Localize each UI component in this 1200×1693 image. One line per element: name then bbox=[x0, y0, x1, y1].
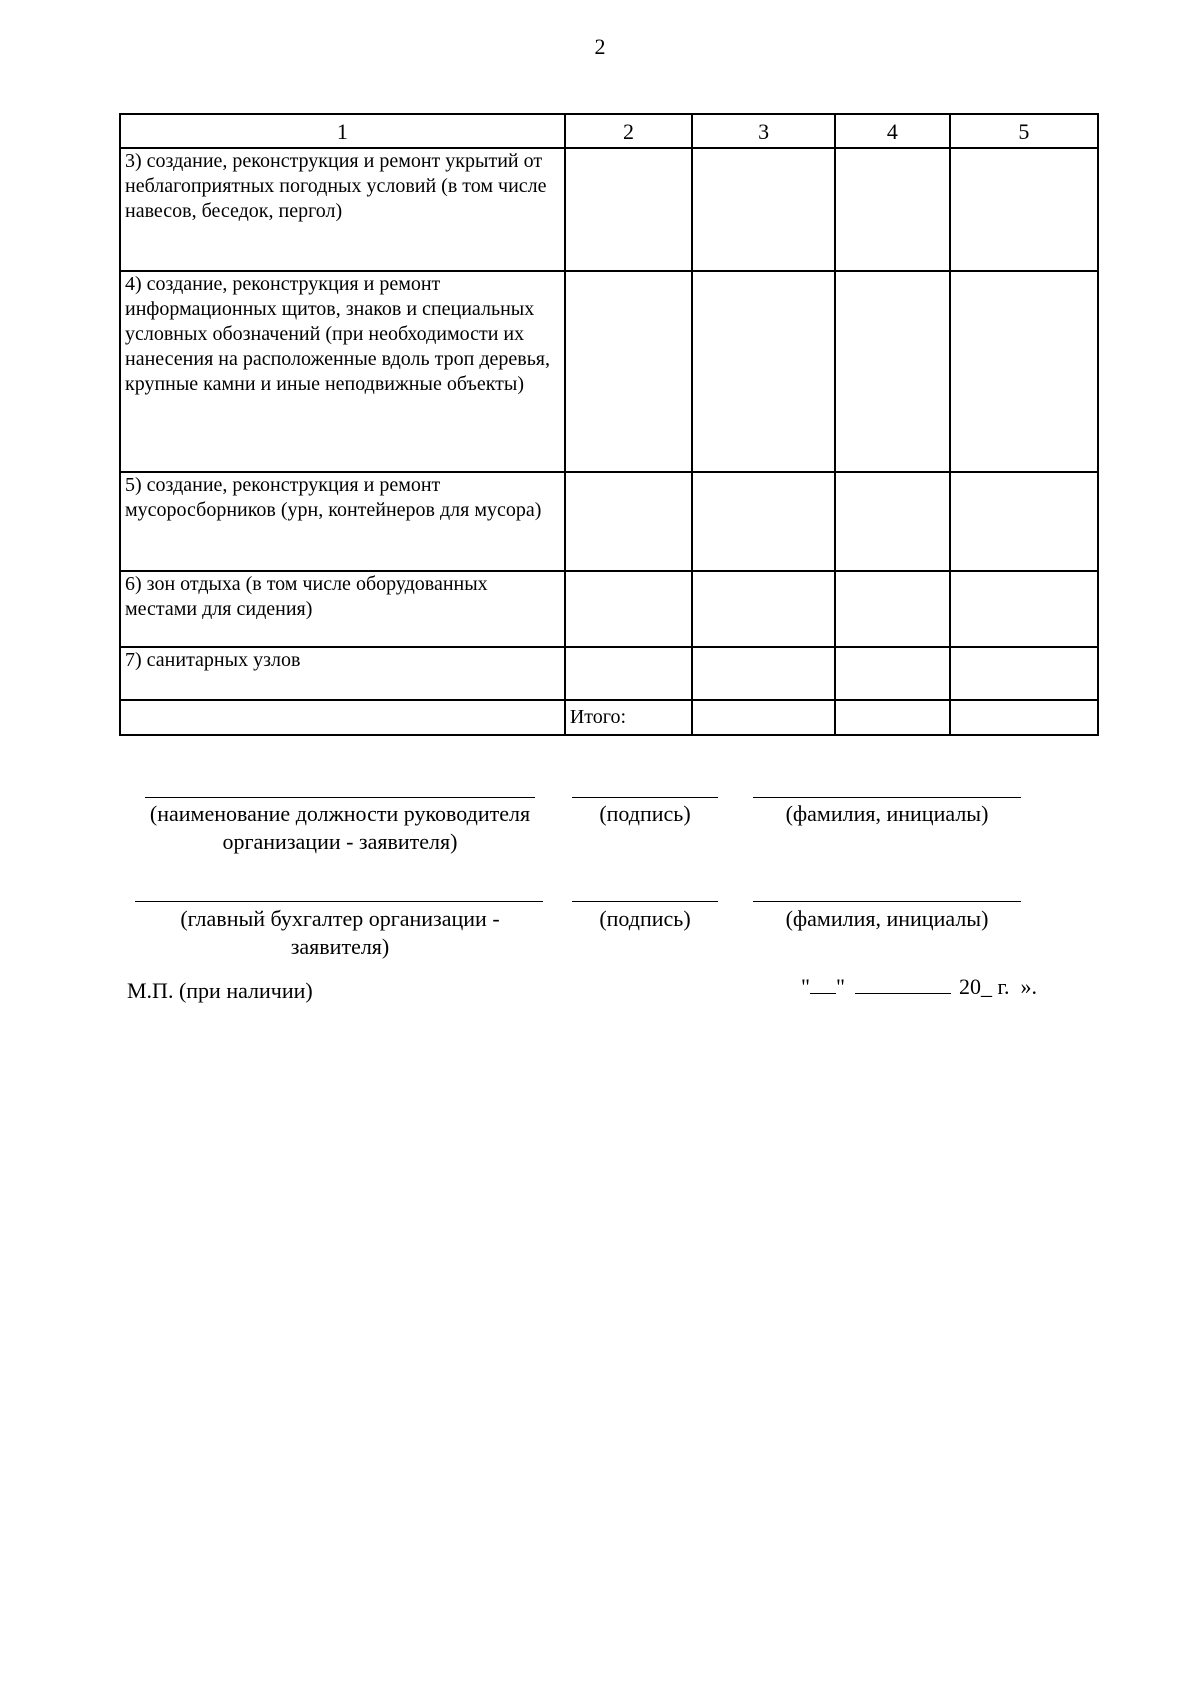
table-cell[interactable] bbox=[692, 271, 835, 472]
signature-line[interactable] bbox=[572, 797, 718, 798]
table-cell[interactable] bbox=[950, 472, 1098, 571]
row-description: 4) создание, реконструкция и ремонт информационных щитов, знаков и специальных условных обозначений (при необходимости их нанесения на расположенные вдоль троп деревья, крупные камни и иные неподвижные объекты) bbox=[120, 271, 565, 472]
table-cell[interactable] bbox=[835, 472, 950, 571]
column-header: 5 bbox=[950, 114, 1098, 148]
table-cell[interactable] bbox=[692, 571, 835, 647]
application-table bbox=[119, 113, 1099, 736]
column-header: 3 bbox=[692, 114, 835, 148]
name-line[interactable] bbox=[753, 797, 1021, 798]
table-cell[interactable] bbox=[692, 647, 835, 700]
table-cell[interactable] bbox=[950, 571, 1098, 647]
table-row bbox=[120, 571, 1098, 647]
table-row bbox=[120, 647, 1098, 700]
total-cell[interactable] bbox=[835, 700, 950, 735]
total-cell[interactable] bbox=[950, 700, 1098, 735]
table-row bbox=[120, 148, 1098, 271]
signature-caption: (подпись) bbox=[599, 906, 691, 931]
page-number: 2 bbox=[594, 34, 606, 59]
table-cell[interactable] bbox=[835, 647, 950, 700]
column-header: 2 bbox=[565, 114, 692, 148]
table-cell[interactable] bbox=[835, 148, 950, 271]
table-cell[interactable] bbox=[950, 148, 1098, 271]
name-caption: (фамилия, инициалы) bbox=[785, 906, 989, 931]
table-cell[interactable] bbox=[565, 148, 692, 271]
table-row bbox=[120, 472, 1098, 571]
row-description: 3) создание, реконструкция и ремонт укрытий от неблагоприятных погодных условий (в том числе навесов, беседок, пергол) bbox=[120, 148, 565, 271]
row-description: 5) создание, реконструкция и ремонт мусоросборников (урн, контейнеров для мусора) bbox=[120, 472, 565, 571]
stamp-note: М.П. (при наличии) bbox=[127, 978, 313, 1003]
table-cell bbox=[120, 700, 565, 735]
total-row bbox=[120, 700, 1098, 735]
table-cell[interactable] bbox=[950, 647, 1098, 700]
chief-accountant-line[interactable] bbox=[135, 901, 543, 902]
table-cell[interactable] bbox=[692, 148, 835, 271]
head-position-line[interactable] bbox=[145, 797, 535, 798]
date-close-quote: " bbox=[835, 974, 845, 999]
table-cell[interactable] bbox=[565, 271, 692, 472]
date-year: 20_ г. bbox=[958, 974, 1010, 999]
signature-caption: (подпись) bbox=[599, 801, 691, 826]
table-cell[interactable] bbox=[835, 571, 950, 647]
date-open-quote: " bbox=[801, 974, 810, 999]
table-cell[interactable] bbox=[565, 571, 692, 647]
table-cell[interactable] bbox=[565, 647, 692, 700]
row-description: 6) зон отдыха (в том числе оборудованных местами для сидения) bbox=[120, 571, 565, 647]
day-blank[interactable] bbox=[810, 975, 836, 994]
column-header: 1 bbox=[120, 114, 565, 148]
closing-mark: ». bbox=[1020, 974, 1038, 999]
table-row bbox=[120, 271, 1098, 472]
table-header-row bbox=[120, 114, 1098, 148]
total-label: Итого: bbox=[565, 700, 692, 735]
month-blank[interactable] bbox=[855, 975, 951, 994]
table-cell[interactable] bbox=[950, 271, 1098, 472]
signature-line[interactable] bbox=[572, 901, 718, 902]
name-line[interactable] bbox=[753, 901, 1021, 902]
head-position-caption: (наименование должности руководителя организации - заявителя) bbox=[149, 801, 531, 854]
name-caption: (фамилия, инициалы) bbox=[785, 801, 989, 826]
table-cell[interactable] bbox=[692, 472, 835, 571]
column-header: 4 bbox=[835, 114, 950, 148]
date-field bbox=[801, 974, 1037, 1000]
table-cell[interactable] bbox=[835, 271, 950, 472]
chief-accountant-caption: (главный бухгалтер организации - заявителя) bbox=[180, 906, 500, 959]
row-description: 7) санитарных узлов bbox=[120, 647, 565, 700]
table-cell[interactable] bbox=[565, 472, 692, 571]
total-cell[interactable] bbox=[692, 700, 835, 735]
